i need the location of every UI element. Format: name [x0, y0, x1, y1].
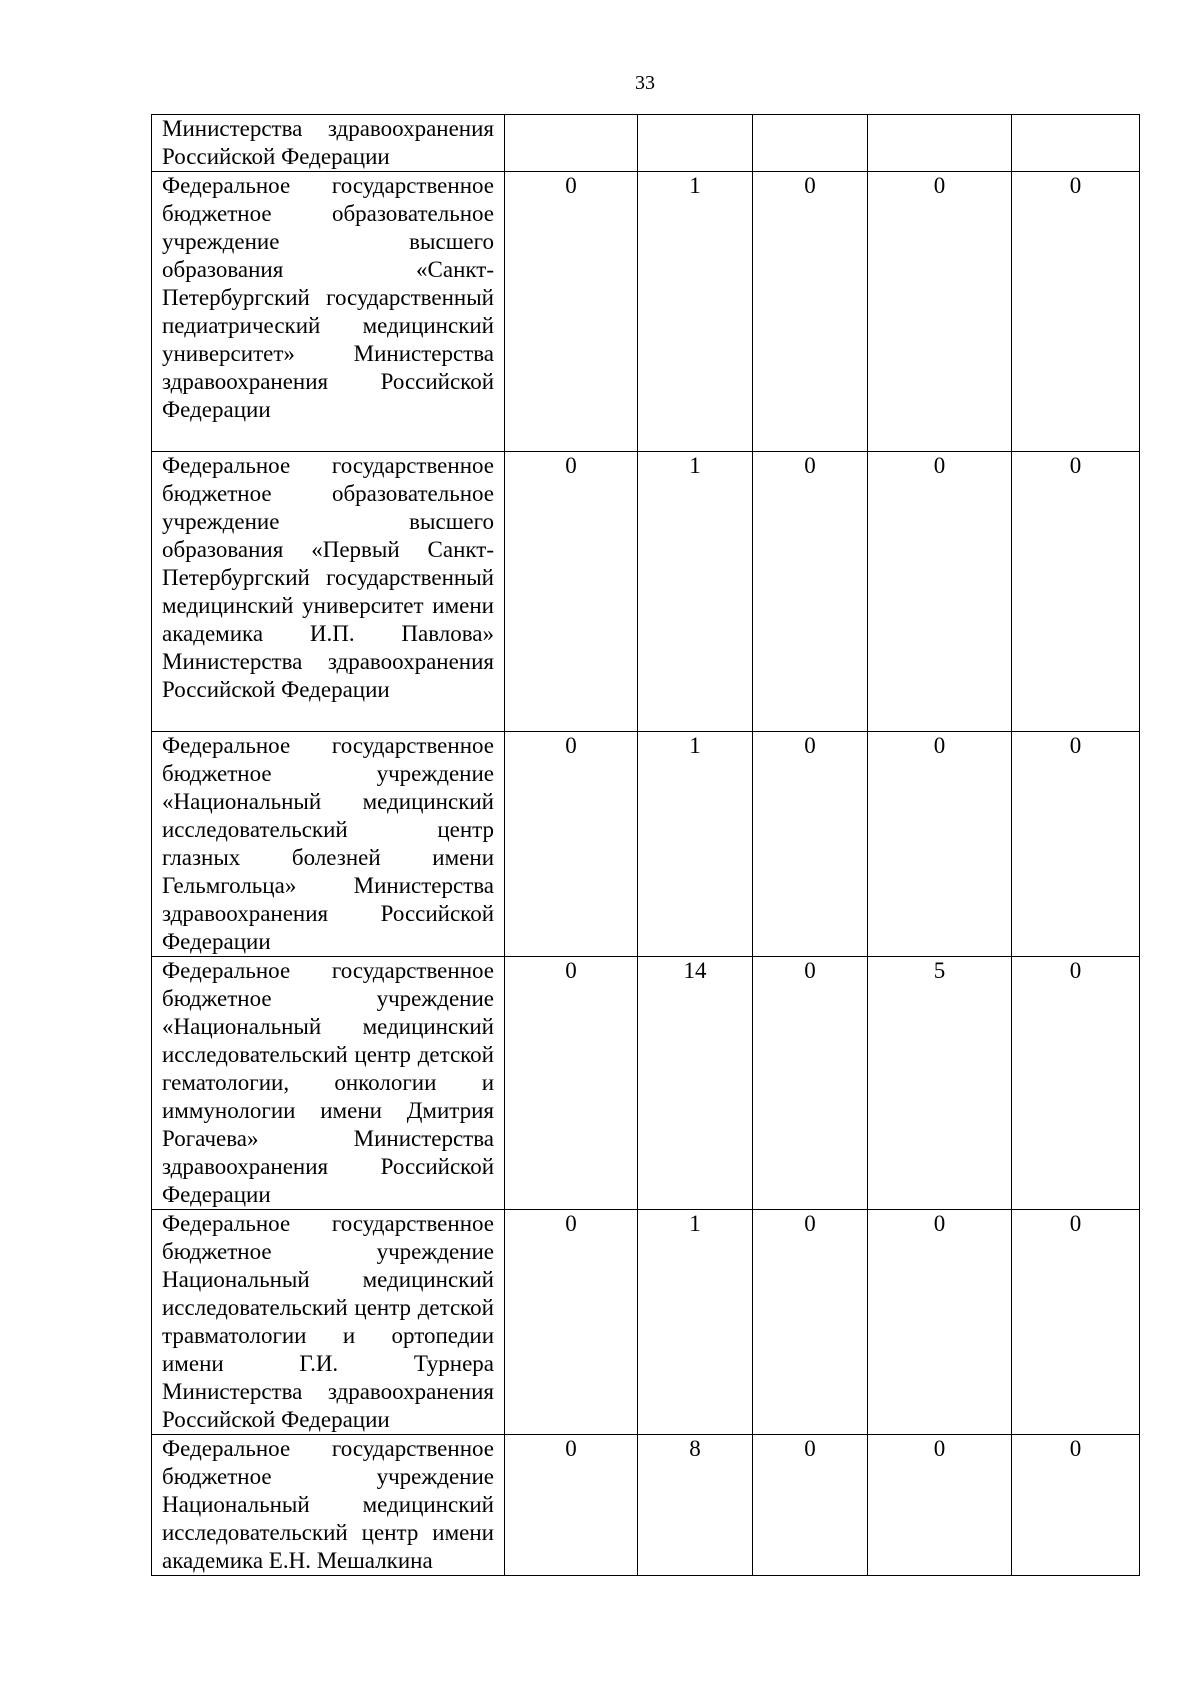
value-cell: 0	[1012, 1210, 1140, 1435]
value-cell: 0	[753, 172, 868, 452]
organization-cell: Федеральное государственное бюджетное учреждение Национальный медицинский исследовательский центр детской травматологии и ортопедии имени Г.И. Турнера Министерства здравоохранения Российской Федерации	[152, 1210, 505, 1435]
value-cell: 0	[505, 1435, 638, 1576]
value-cell: 5	[868, 957, 1012, 1210]
value-cell: 1	[638, 1210, 753, 1435]
value-cell: 0	[1012, 452, 1140, 732]
table-row	[152, 452, 1140, 732]
organization-cell: Федеральное государственное бюджетное образовательное учреждение высшего образования «Санкт-Петербургский государственный педиатрический медицинский университет» Министерства здравоохранения Российской Федерации	[152, 172, 505, 452]
organization-cell: Министерства здравоохранения Российской Федерации	[152, 115, 505, 172]
table-row	[152, 1210, 1140, 1435]
value-cell: 0	[753, 957, 868, 1210]
value-cell: 14	[638, 957, 753, 1210]
value-cell	[505, 115, 638, 172]
value-cell: 0	[505, 452, 638, 732]
value-cell: 0	[753, 1435, 868, 1576]
value-cell: 0	[1012, 957, 1140, 1210]
value-cell: 1	[638, 452, 753, 732]
table-row	[152, 172, 1140, 452]
value-cell: 0	[505, 1210, 638, 1435]
value-cell: 0	[868, 452, 1012, 732]
value-cell: 0	[1012, 732, 1140, 957]
value-cell: 1	[638, 172, 753, 452]
table-row	[152, 1435, 1140, 1576]
organization-cell: Федеральное государственное бюджетное учреждение «Национальный медицинский исследовательский центр глазных болезней имени Гельмгольца» Министерства здравоохранения Российской Федерации	[152, 732, 505, 957]
value-cell: 0	[1012, 1435, 1140, 1576]
table-row	[152, 732, 1140, 957]
value-cell	[868, 115, 1012, 172]
value-cell: 0	[505, 957, 638, 1210]
data-table	[151, 114, 1140, 1576]
page-number: 33	[635, 72, 655, 94]
value-cell: 0	[1012, 172, 1140, 452]
organization-cell: Федеральное государственное бюджетное учреждение Национальный медицинский исследовательский центр имени академика Е.Н. Мешалкина	[152, 1435, 505, 1576]
organization-cell: Федеральное государственное бюджетное учреждение «Национальный медицинский исследовательский центр детской гематологии, онкологии и иммунологии имени Дмитрия Рогачева» Министерства здравоохранения Российской Федерации	[152, 957, 505, 1210]
value-cell: 0	[505, 732, 638, 957]
value-cell: 8	[638, 1435, 753, 1576]
value-cell	[638, 115, 753, 172]
organization-cell: Федеральное государственное бюджетное образовательное учреждение высшего образования «Первый Санкт-Петербургский государственный медицинский университет имени академика И.П. Павлова» Министерства здравоохранения Российской Федерации	[152, 452, 505, 732]
table-row	[152, 115, 1140, 172]
value-cell: 0	[753, 452, 868, 732]
value-cell	[753, 115, 868, 172]
value-cell: 0	[868, 1435, 1012, 1576]
value-cell: 0	[868, 172, 1012, 452]
table-row	[152, 957, 1140, 1210]
value-cell: 0	[505, 172, 638, 452]
value-cell	[1012, 115, 1140, 172]
value-cell: 0	[868, 732, 1012, 957]
value-cell: 0	[753, 1210, 868, 1435]
value-cell: 0	[753, 732, 868, 957]
value-cell: 1	[638, 732, 753, 957]
value-cell: 0	[868, 1210, 1012, 1435]
